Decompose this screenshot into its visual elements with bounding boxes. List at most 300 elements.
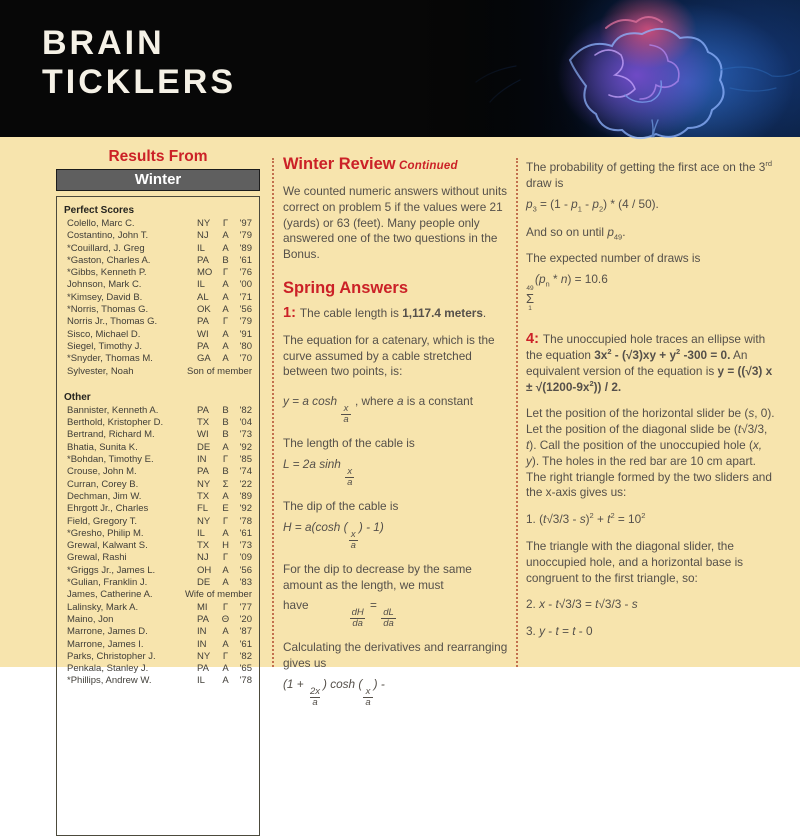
member-state: NY [197,650,211,662]
text-run: y = ((√3) x ± √(1200-9x [526,363,773,394]
member-year: '65 [239,663,252,675]
title-line-2: TICKLERS [42,63,236,101]
member-note: Wife of member [184,589,252,601]
subscript: 3 [532,203,537,213]
subscript: 1 [577,203,582,213]
member-year: '79 [239,316,252,328]
text-run: p [526,196,533,211]
text-run: The cable length is [299,305,403,320]
roster-row [64,304,252,316]
fraction-denominator: a [350,539,356,551]
member-chapter: A [222,353,229,365]
text-run: p [571,196,578,211]
member-name: *Couillard, J. Greg [67,242,145,254]
text-run: - (√3)xy + y [611,347,677,362]
member-name: Marrone, James I. [67,638,144,650]
text-run: = [366,598,381,613]
member-chapter: Γ [222,552,229,564]
member-name: Marrone, James D. [67,626,148,638]
fraction-denominator: a [312,696,318,708]
roster-row [64,405,252,417]
member-chapter: A [222,638,229,650]
member-chapter: A [222,328,229,340]
sigma-symbol: Σ [526,291,535,307]
member-name: Norris Jr., Thomas G. [67,316,158,328]
paragraph [526,160,776,192]
member-year: '76 [239,267,252,279]
roster-row [64,639,252,651]
roster-row [64,292,252,304]
results-panel [56,148,260,836]
season-bar: Winter [56,169,260,191]
fraction-denominator: a [365,696,371,708]
member-chapter: A [222,527,229,539]
member-state: PA [197,613,209,625]
text-run: 1: [283,304,300,321]
roster-row [64,341,252,353]
text-run: - [581,196,593,211]
roster-row [64,353,252,365]
paragraph [526,332,776,395]
member-name: Parks, Christopher J. [67,650,156,662]
text-run: ) [585,512,590,527]
member-name: Bhatia, Sunita K. [67,441,138,453]
member-year: '87 [239,626,252,638]
member-name: *Gibbs, Kenneth P. [67,267,147,279]
title-line-1: BRAIN [42,24,165,62]
paragraph [283,595,511,629]
text-run: is a constant [403,394,474,409]
roster-row [64,577,252,589]
page-title [42,24,236,102]
member-name: Sylvester, Noah [67,365,134,377]
superscript: 2 [676,347,681,357]
member-state: IN [197,638,207,650]
member-name: Grewal, Rashi [67,552,127,564]
member-chapter: A [222,242,229,254]
member-state: IL [197,242,205,254]
roster-row [64,218,252,230]
member-chapter: A [222,279,229,291]
roster-row [64,429,252,441]
member-year: '61 [239,254,252,266]
fraction [349,530,358,551]
text-run: We counted numeric answers without units correct on problem 5 if the values were 21 (yards) or 63 (feet). Many people only answered one of the two questions in the Bonus. [283,184,508,262]
text-run: s [631,597,638,612]
roster-row [64,540,252,552]
roster-box [56,196,260,836]
text-run: The expected number of draws is [526,251,701,266]
member-year: '22 [239,478,252,490]
text-run: t [526,437,530,452]
member-state: IN [197,454,207,466]
text-run: The unoccupied hole traces an ellipse with the equation [526,332,766,362]
member-name: Dechman, Jim W. [67,490,142,502]
member-state: NJ [197,552,209,564]
sigma-lower: 1 [528,305,532,313]
text-run: Let the position of the horizontal slider be ( [526,406,749,421]
paragraph [526,225,776,241]
member-year: '73 [239,540,252,552]
roster-row [64,626,252,638]
subscript: 49 [613,231,623,241]
member-state: WI [197,429,209,441]
member-year: '56 [239,564,252,576]
member-state: PA [197,340,209,352]
superscript: 2 [641,511,646,521]
member-chapter: Γ [222,601,229,613]
member-year: '56 [239,304,252,316]
column-divider-right [516,158,518,667]
roster-section-heading: Other [64,391,91,403]
subscript: 2 [598,203,604,213]
roster-row [64,442,252,454]
member-year: '82 [239,650,252,662]
results-from-heading: Results From [108,148,208,165]
roster-row [64,614,252,626]
member-name: *Kimsey, David B. [67,291,143,303]
text-run: Continued [395,160,458,172]
member-state: MO [197,267,213,279]
roster-row [64,663,252,675]
fraction [341,404,350,425]
fraction-numerator: x [343,403,349,415]
member-chapter: A [222,291,229,303]
text-run: t [543,512,547,527]
paragraph [526,269,776,313]
middle-column [283,155,511,719]
fraction-numerator: dH [351,607,364,619]
member-name: Ehrgott Jr., Charles [67,503,149,515]
member-name: Bannister, Kenneth A. [67,404,159,416]
text-run: (1 + [283,676,307,691]
member-state: NY [197,218,211,229]
member-name: *Gulian, Franklin J. [67,577,148,589]
member-state: PA [197,254,209,266]
text-run: The length of the cable is [283,436,415,451]
member-chapter: E [222,503,229,515]
member-year: '71 [239,291,252,303]
member-chapter: B [222,404,229,416]
roster-row [64,255,252,267]
text-run: = (1 - [536,196,572,211]
member-name: *Griggs Jr., James L. [67,564,156,576]
member-state: IL [197,279,205,291]
member-state: IL [197,527,205,539]
member-chapter: Σ [222,478,229,490]
member-chapter: A [222,564,229,576]
member-chapter: A [222,626,229,638]
member-year: '89 [239,490,252,502]
text-run: p [592,196,599,211]
paragraph [283,517,511,551]
fraction-numerator: dL [383,607,394,619]
member-state: AL [197,291,209,303]
member-chapter: B [222,429,229,441]
member-name: Siegel, Timothy J. [67,340,142,352]
text-run: , 0). Let the position of the diagonal slide be ( [526,406,775,437]
member-year: '91 [239,328,252,340]
member-chapter: A [222,230,229,242]
art-fade-overlay [420,0,591,137]
text-run: * [549,272,561,287]
member-year: '82 [239,404,252,416]
column-divider-left [272,158,274,667]
roster-row [64,230,252,242]
member-year: '83 [239,577,252,589]
member-state: PA [197,663,209,675]
text-run: ) - 1) [358,519,384,534]
paragraph [526,512,776,528]
member-state: DE [197,441,211,453]
superscript: rd [765,159,773,169]
paragraph [283,562,511,594]
superscript: 2 [607,347,612,357]
roster-row [64,602,252,614]
text-run: - 0 [575,624,593,639]
page-header [0,0,800,137]
fraction [363,687,372,708]
member-year: '04 [239,417,252,429]
text-run: n [560,272,568,287]
text-run: t [595,597,599,612]
member-name: Costantino, John T. [67,230,149,242]
member-chapter: A [222,304,229,316]
text-run: x, y [526,437,763,468]
fraction [345,467,354,488]
text-run: draw is [526,175,564,190]
text-run: The probability of getting the first ace on the 3 [526,160,766,174]
roster-row [64,243,252,255]
member-year: '74 [239,466,252,478]
paragraph [283,436,511,452]
text-run: = [558,624,573,639]
text-run: ). Call the position of the unoccupied hole ( [529,437,753,452]
member-name: *Gaston, Charles A. [67,254,151,266]
member-state: TX [197,540,210,552]
right-column [526,160,776,651]
roster-row [64,565,252,577]
member-year: '78 [239,675,252,687]
member-state: NY [197,515,211,527]
member-state: PA [197,404,209,416]
text-run: √3/3, [741,422,768,437]
member-chapter: Γ [222,515,229,527]
text-run: Calculating the derivatives and rearranging gives us [283,640,508,671]
text-run: The triangle with the diagonal slider, the unoccupied hole, and a horizontal base is congruent to the first triangle, so: [526,538,744,585]
text-run: ) = 10.6 [567,272,608,287]
member-name: *Snyder, Thomas M. [67,353,153,365]
member-chapter: H [222,540,229,552]
roster-row [64,503,252,515]
member-name: Penkala, Stanley J. [67,663,149,675]
fraction-denominator: a [343,414,349,426]
text-run: p [607,224,614,239]
member-year: '00 [239,279,252,291]
text-run: H = a(cosh ( [283,519,348,534]
superscript: 2 [589,378,594,388]
member-name: Sisco, Michael D. [67,328,141,340]
member-chapter: Γ [222,218,229,229]
paragraph [283,306,511,322]
member-state: OK [197,304,211,316]
text-run: . [482,305,487,320]
text-run: t [607,512,611,527]
member-name: Grewal, Kalwant S. [67,540,148,552]
text-run: have [283,598,309,613]
member-year: '92 [239,503,252,515]
member-year: '85 [239,454,252,466]
member-name: James, Catherine A. [67,589,153,601]
member-chapter: A [222,340,229,352]
section-heading [283,155,511,176]
fraction-numerator: x [365,685,371,697]
superscript: 2 [589,511,594,521]
member-chapter: A [222,675,229,687]
text-run: y [539,624,546,639]
paragraph [283,184,511,263]
text-run: 1. ( [526,512,544,527]
roster-row [64,267,252,279]
member-state: DE [197,577,211,589]
text-run: t [555,624,559,639]
member-state: NY [197,478,211,490]
paragraph [526,406,776,501]
text-run: x [539,597,546,612]
roster-row [64,651,252,663]
fraction [381,608,396,629]
paragraph [283,333,511,380]
member-state: OH [197,564,212,576]
text-run: 3. [526,624,540,639]
member-year: '78 [239,515,252,527]
member-name: *Bohdan, Timothy E. [67,454,154,466]
paragraph [283,391,511,425]
member-year: '20 [239,613,252,625]
text-run: An equivalent version of the equation is [526,347,748,378]
roster-row [64,479,252,491]
member-year: '89 [239,242,252,254]
member-chapter: B [222,254,229,266]
text-run: L = 2a sinh [283,456,345,471]
section-gap [64,378,252,392]
member-chapter: Γ [222,267,229,279]
paragraph [283,640,511,672]
member-name: Bertrand, Richard M. [67,429,155,441]
member-chapter: A [222,663,229,675]
text-run: a [396,394,404,409]
text-run: The equation for a catenary, which is the curve assumed by a cable stretched between two points, is: [283,332,495,379]
member-name: *Phillips, Andrew W. [67,675,152,687]
text-run: t [572,624,576,639]
member-name: *Gresho, Philip M. [67,527,144,539]
member-name: Field, Gregory T. [67,515,138,527]
roster-row [64,528,252,540]
roster-row [64,552,252,564]
text-run: √3/3 - [546,512,580,527]
fraction-denominator: a [347,476,353,488]
roster-row [64,589,252,601]
text-run: t [555,597,559,612]
member-name: Crouse, John M. [67,466,137,478]
member-state: TX [197,490,210,502]
fraction [308,687,322,708]
member-chapter: Γ [222,316,229,328]
roster-row [64,454,252,466]
sigma-upper: 49 [526,285,534,293]
member-name: Maino, Jon [67,613,114,625]
member-year: '77 [239,601,252,613]
text-run: 2. [526,597,540,612]
paragraph [526,539,776,586]
paragraph [526,324,776,332]
text-run: + [593,512,608,527]
member-state: MI [197,601,208,613]
member-chapter: B [222,466,229,478]
roster-section-heading: Perfect Scores [64,205,135,216]
fraction [350,608,366,629]
text-run: √3/3 - [598,597,632,612]
text-run: ) cosh ( [322,676,363,691]
member-state: IN [197,626,207,638]
text-run: The dip of the cable is [283,498,399,513]
member-chapter: A [222,577,229,589]
text-run: y = a cosh [283,394,341,409]
member-year: '70 [239,353,252,365]
member-state: PA [197,316,209,328]
member-year: '80 [239,340,252,352]
text-run: 4: [526,331,543,348]
member-name: Colello, Marc C. [67,218,135,229]
member-state: IL [197,675,205,687]
text-run: , where [351,394,397,409]
text-run: ) - [373,676,385,691]
fraction-numerator: x [347,465,353,477]
subscript: n [545,279,550,289]
text-run: s [579,512,586,527]
text-run: (p [535,272,546,287]
roster-row [64,329,252,341]
member-name: Lalinsky, Mark A. [67,601,139,613]
member-chapter: Γ [222,454,229,466]
text-run: 1,117.4 meters [402,305,483,320]
member-chapter: A [222,490,229,502]
text-run: ) * (4 / 50). [603,196,659,211]
member-chapter: B [222,417,229,429]
member-chapter: Γ [222,650,229,662]
text-run: . [622,224,626,239]
member-note: Son of member [187,365,252,377]
sigma-sum [526,285,534,313]
member-year: '97 [239,218,252,229]
paragraph [283,454,511,488]
text-run: - [545,597,556,612]
member-state: TX [197,417,210,429]
roster-row [64,417,252,429]
member-state: NJ [197,230,209,242]
text-run: ). The holes in the red bar are 10 cm apart. The right triangle formed by the two sliders and the x-axis gives us: [526,453,772,500]
member-year: '61 [239,527,252,539]
roster-row [64,466,252,478]
member-chapter: A [222,441,229,453]
section-heading [283,279,511,298]
roster-row [64,516,252,528]
paragraph [526,597,776,613]
text-run: - [545,624,556,639]
roster-row [64,675,252,687]
member-state: FL [197,503,209,515]
text-run: = 10 [614,512,642,527]
